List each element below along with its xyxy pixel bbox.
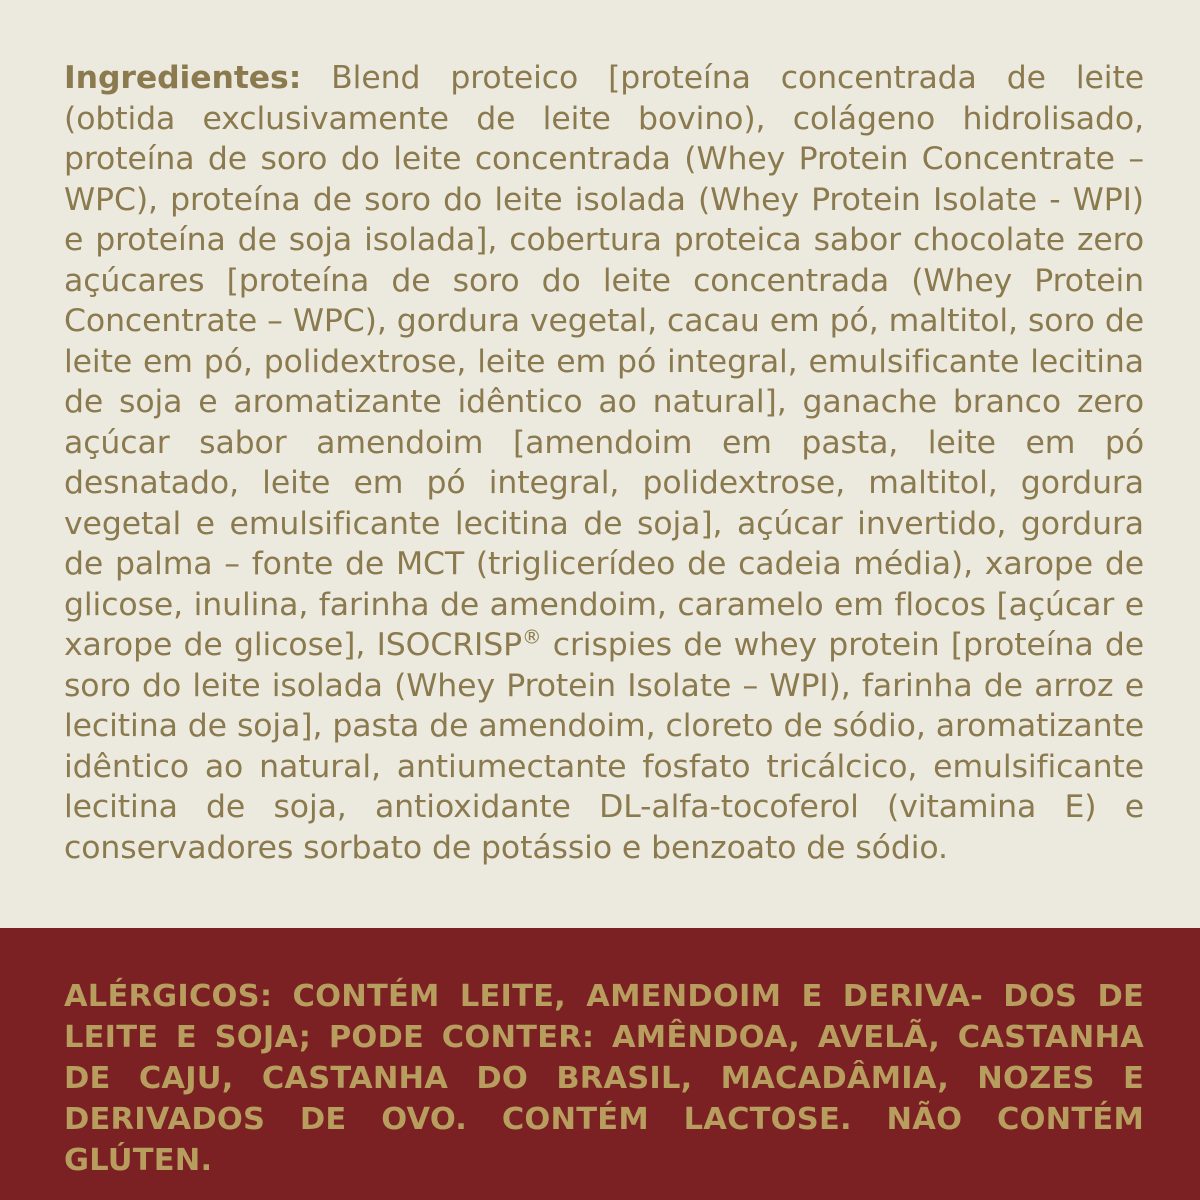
ingredients-body: Blend proteico [proteína concentrada de leite (obtida exclusivamente de leite bovino), colágeno hidrolisado, proteína de soro do leite concentrada (Whey Protein Concentrate – WPC), proteína de soro do leite isolada (Whey Protein Isolate - WPI) e proteína de soja isolada], cobertura proteica sabor chocolate zero açúcares [proteína de soro do leite concentrada (Whey Protein Concentrate – WPC), gordura vegetal, cacau em pó, maltitol, soro de leite em pó, polidextrose, leite em pó integral, emulsificante lecitina de soja e aromatizante idêntico ao natural], ganache branco zero açúcar sabor amendoim [amendoim em pasta, leite em pó desnatado, leite em pó integral, polidextrose, maltitol, gordura vegetal e emulsificante lecitina de soja], açúcar invertido, gordura de palma – fonte de MCT (triglicerídeo de cadeia média), xarope de glicose, inulina, farinha de amendoim, caramelo em flocos [açúcar e xarope de glicose], ISOCRISP	[64, 60, 1144, 663]
registered-trademark-icon: ®	[522, 625, 542, 649]
ingredients-section	[64, 58, 1144, 868]
ingredients-heading: Ingredientes:	[64, 60, 302, 96]
ingredients-body-continued: crispies de whey protein [proteína de soro do leite isolada (Whey Protein Isolate – WPI), farinha de arroz e lecitina de soja], pasta de amendoim, cloreto de sódio, aromatizante idêntico ao natural, antiumectante fosfato tricálcico, emulsificante lecitina de soja, antioxidante DL-alfa-tocoferol (vitamina E) e conservadores sorbato de potássio e benzoato de sódio.	[64, 627, 1144, 866]
allergens-section	[0, 928, 1200, 1200]
allergens-paragraph	[64, 976, 1144, 1181]
allergens-text-main: ALÉRGICOS: CONTÉM LEITE, AMENDOIM E DERIVA- DOS DE LEITE E SOJA; PODE CONTER: AMÊNDOA, AVELÃ, CASTANHA DE CAJU, CASTANHA DO BRASIL, MACADÂMIA, NOZES E DERIVADOS DE	[64, 979, 1144, 1137]
allergens-text-last-line: OVO. CONTÉM LACTOSE. NÃO CONTÉM GLÚTEN.	[64, 1102, 1144, 1178]
ingredients-paragraph	[64, 58, 1144, 868]
